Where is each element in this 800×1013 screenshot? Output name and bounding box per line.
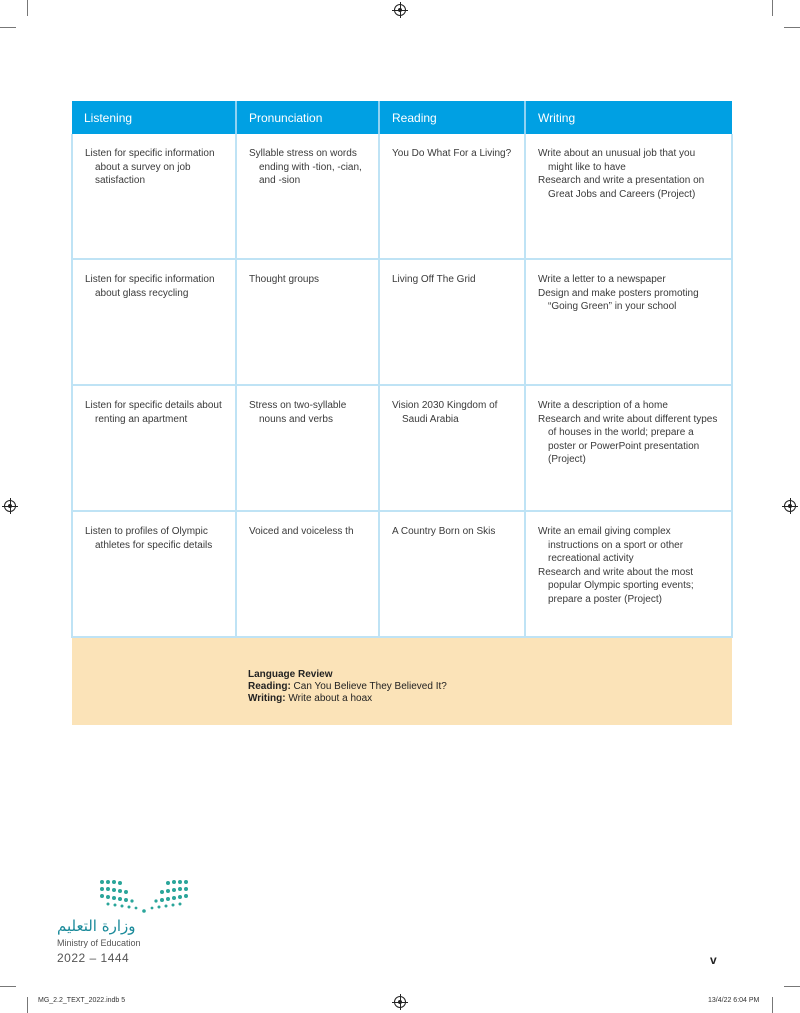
table-row (72, 134, 732, 259)
pronunciation-cell (236, 134, 379, 259)
crop-mark (772, 0, 773, 16)
crop-mark (784, 986, 800, 987)
ministry-arabic-name: وزارة التعليم (57, 917, 136, 935)
listening-cell (72, 385, 236, 511)
cell-text: Research and write a presentation on Great Jobs and Careers (Project) (538, 175, 705, 200)
crop-mark (0, 986, 16, 987)
writing-cell (525, 385, 732, 511)
review-reading-text: Can You Believe They Believed It? (290, 681, 447, 692)
page-number: v (710, 953, 717, 967)
writing-cell (525, 511, 732, 637)
cell-text: Write about an unusual job that you might like to have (538, 148, 696, 173)
reading-cell (379, 259, 525, 385)
pronunciation-cell (236, 385, 379, 511)
crop-mark (0, 27, 16, 28)
cell-text: Living Off The Grid (392, 274, 476, 285)
review-title: Language Review (248, 669, 333, 680)
print-slug-file: MG_2.2_TEXT_2022.indb 5 (38, 997, 126, 1004)
cell-text: Vision 2030 Kingdom of Saudi Arabia (392, 400, 498, 425)
cell-text: Write a description of a home (538, 400, 668, 411)
registration-mark-icon (394, 996, 406, 1008)
crop-mark (784, 27, 800, 28)
header-writing: Writing (525, 101, 732, 134)
ministry-logo-icon (98, 878, 190, 914)
listening-cell (72, 259, 236, 385)
language-review-row (72, 637, 732, 725)
table-header-row (72, 101, 732, 134)
cell-text: A Country Born on Skis (392, 526, 496, 537)
header-reading: Reading (379, 101, 525, 134)
review-writing-text: Write about a hoax (285, 693, 373, 704)
pronunciation-cell (236, 259, 379, 385)
reading-cell (379, 385, 525, 511)
writing-cell (525, 259, 732, 385)
header-pronunciation: Pronunciation (236, 101, 379, 134)
print-slug-date: 13/4/22 6:04 PM (708, 997, 760, 1004)
pronunciation-cell (236, 511, 379, 637)
language-review-box (72, 638, 732, 705)
listening-cell (72, 511, 236, 637)
listening-cell (72, 134, 236, 259)
reading-cell (379, 134, 525, 259)
table-row (72, 259, 732, 385)
cell-text: Write a letter to a newspaper (538, 274, 666, 285)
cell-text: Stress on two-syllable nouns and verbs (249, 400, 347, 425)
cell-text: Design and make posters promoting “Going Green” in your school (538, 287, 699, 312)
cell-text: Listen for specific details about renting an apartment (85, 400, 222, 425)
cell-text: You Do What For a Living? (392, 148, 512, 159)
reading-cell (379, 511, 525, 637)
table-row (72, 511, 732, 637)
language-review-cell (72, 637, 732, 725)
ministry-name: Ministry of Education (57, 938, 141, 948)
crop-mark (772, 997, 773, 1013)
registration-mark-icon (394, 4, 406, 16)
review-writing-label: Writing: (248, 693, 286, 704)
header-listening: Listening (72, 101, 236, 134)
cell-text: Research and write about the most popular Olympic sporting events; prepare a poster (Project) (538, 566, 694, 605)
crop-mark (27, 997, 28, 1013)
crop-mark (27, 0, 28, 16)
registration-mark-icon (784, 500, 796, 512)
cell-text: Syllable stress on words ending with -tion, -cian, and -sion (249, 148, 362, 186)
review-reading-label: Reading: (248, 681, 291, 692)
writing-cell (525, 134, 732, 259)
table-row (72, 385, 732, 511)
cell-text: Listen to profiles of Olympic athletes for specific details (85, 526, 213, 551)
scope-sequence-table (71, 101, 733, 725)
year-label: 2022 – 1444 (57, 951, 130, 965)
cell-text: Listen for specific information about a survey on job satisfaction (85, 148, 215, 186)
cell-text: Thought groups (249, 274, 320, 285)
registration-mark-icon (4, 500, 16, 512)
cell-text: Listen for specific information about glass recycling (85, 274, 215, 299)
cell-text: Research and write about different types of houses in the world; prepare a poster or PowerPoint presentation (Project) (538, 413, 718, 465)
cell-text: Voiced and voiceless th (249, 526, 354, 537)
cell-text: Write an email giving complex instructions on a sport or other recreational activity (538, 526, 684, 564)
